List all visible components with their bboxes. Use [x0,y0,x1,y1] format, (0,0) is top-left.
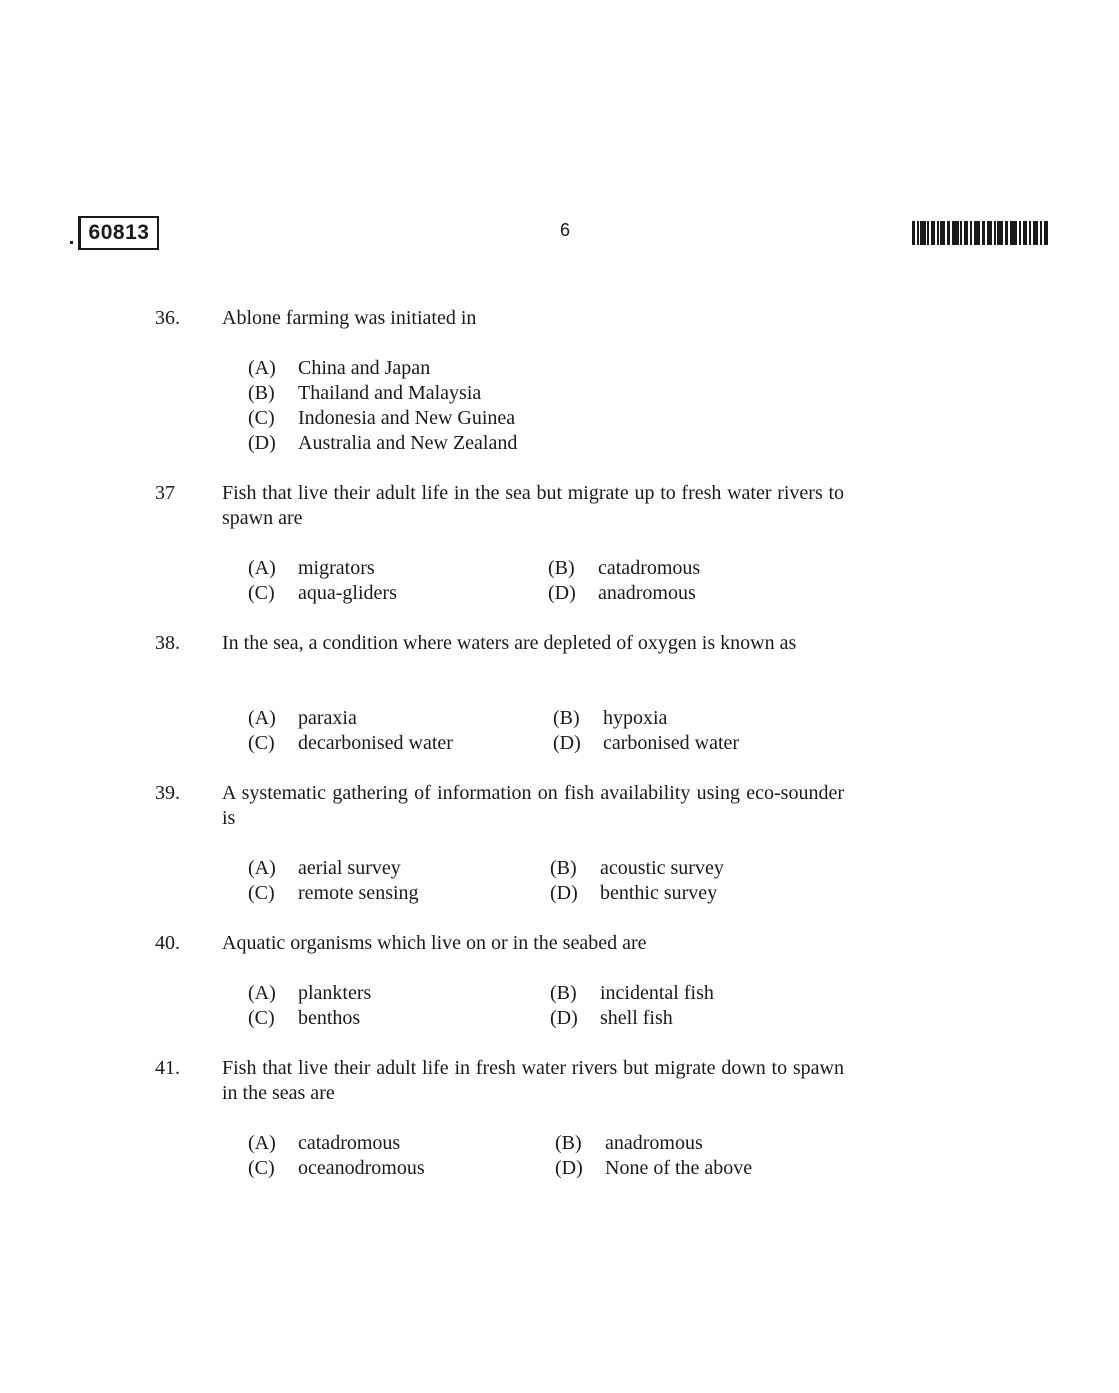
option-text: hypoxia [603,707,668,729]
option-c [248,1006,360,1031]
option-c [248,581,397,606]
option-d [550,881,717,906]
option-text: Thailand and Malaysia [298,382,482,404]
option-a [248,556,375,581]
question-text: In the sea, a condition where waters are depleted of oxygen is known as [222,632,797,654]
option-label: (A) [248,357,276,379]
option-label: (D) [553,732,581,754]
option-label: (B) [550,857,577,879]
option-text: remote sensing [298,882,419,904]
option-b [555,1131,703,1156]
option-b [550,856,724,881]
option-text: aerial survey [298,857,401,879]
option-text: shell fish [600,1007,673,1029]
option-text: anadromous [598,582,696,604]
option-c [248,881,419,906]
option-c [248,1156,425,1181]
option-label: (B) [555,1132,582,1154]
question-text: Fish that live their adult life in the sea but migrate up to fresh water rivers to spawn are [222,482,844,529]
option-text: plankters [298,982,372,1004]
question-text: Fish that live their adult life in fresh water rivers but migrate down to spawn in the seas are [222,1057,844,1104]
option-label: (D) [555,1157,583,1179]
option-b [550,981,714,1006]
option-a [248,856,401,881]
option-label: (C) [248,407,275,429]
option-label: (C) [248,582,275,604]
option-c [248,406,515,431]
option-a [248,1131,400,1156]
option-text: paraxia [298,707,357,729]
option-label: (A) [248,1132,276,1154]
option-b [548,556,700,581]
option-label: (C) [248,1007,275,1029]
option-label: (B) [248,382,275,404]
option-text: catadromous [298,1132,401,1154]
option-a [248,706,357,731]
paper-code: 60813 [78,216,159,250]
option-d [248,431,517,456]
option-text: benthos [298,1007,361,1029]
question-number: 39. [155,782,180,804]
option-label: (B) [548,557,575,579]
option-text: aqua-gliders [298,582,397,604]
option-text: None of the above [605,1157,753,1179]
question-number: 40. [155,932,180,954]
option-label: (B) [550,982,577,1004]
option-c [248,731,453,756]
question-number: 38. [155,632,180,654]
option-text: Australia and New Zealand [298,432,518,454]
option-text: migrators [298,557,375,579]
option-text: decarbonised water [298,732,453,754]
option-text: China and Japan [298,357,431,379]
option-d [550,1006,673,1031]
question-number: 36. [155,307,180,329]
question-text: Aquatic organisms which live on or in the seabed are [222,932,647,954]
option-label: (D) [248,432,276,454]
option-label: (D) [548,582,576,604]
option-label: (C) [248,732,275,754]
option-label: (C) [248,1157,275,1179]
barcode-icon [912,221,1048,245]
option-d [548,581,696,606]
question-text: A systematic gathering of information on fish availability using eco-sounder is [222,782,844,829]
code-dot [70,241,73,244]
option-d [555,1156,752,1181]
option-label: (A) [248,982,276,1004]
option-text: oceanodromous [298,1157,425,1179]
option-label: (D) [550,1007,578,1029]
question-text: Ablone farming was initiated in [222,307,477,329]
option-label: (A) [248,707,276,729]
option-text: acoustic survey [600,857,724,879]
option-text: anadromous [605,1132,703,1154]
option-b [553,706,667,731]
option-text: catadromous [598,557,701,579]
option-label: (D) [550,882,578,904]
option-d [553,731,739,756]
question-number: 41. [155,1057,180,1079]
option-text: Indonesia and New Guinea [298,407,516,429]
option-b [248,381,481,406]
option-a [248,981,371,1006]
option-text: carbonised water [603,732,740,754]
question-number: 37 [155,482,175,504]
option-label: (B) [553,707,580,729]
option-text: benthic survey [600,882,718,904]
page-header [0,0,1119,260]
page-number: 6 [559,220,570,240]
option-label: (C) [248,882,275,904]
option-text: incidental fish [600,982,714,1004]
option-label: (A) [248,857,276,879]
option-label: (A) [248,557,276,579]
option-a [248,356,430,381]
